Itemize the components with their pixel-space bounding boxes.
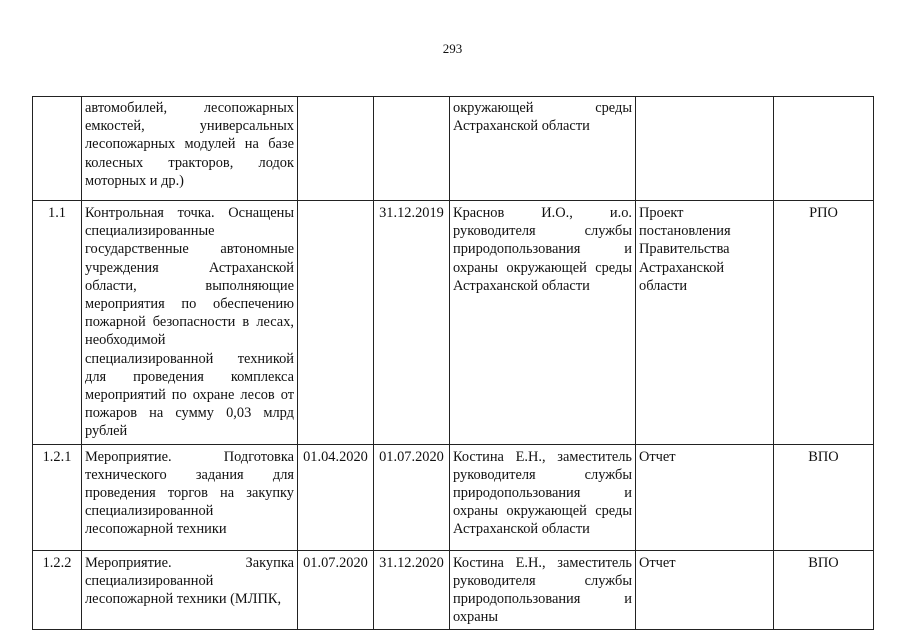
row-description: Мероприятие. Подготовка технического задания для проведения торгов на закупку специализированной лесопожарной техники: [82, 444, 298, 550]
row-end-date: 31.12.2019: [374, 201, 450, 445]
table-row: [33, 444, 874, 550]
row-number: 1.1: [33, 201, 82, 445]
row-start-date: [298, 201, 374, 445]
row-type: РПО: [774, 201, 874, 445]
row-description: автомобилей, лесопожарных емкостей, универсальных лесопожарных модулей на базе колесных тракторов, лодок моторных и др.): [82, 97, 298, 201]
row-document: Отчет: [636, 444, 774, 550]
table-row: [33, 550, 874, 630]
row-responsible: Краснов И.О., и.о. руководителя службы природопользования и охраны окружающей среды Астраханской области: [450, 201, 636, 445]
row-end-date: 01.07.2020: [374, 444, 450, 550]
row-document: Отчет: [636, 550, 774, 630]
table-row: [33, 97, 874, 201]
row-number: 1.2.1: [33, 444, 82, 550]
table-row: [33, 201, 874, 445]
row-responsible: Костина Е.Н., заместитель руководителя службы природопользования и охраны окружающей среды Астраханской области: [450, 444, 636, 550]
plan-table: [32, 96, 874, 630]
row-description: Контрольная точка. Оснащены специализированные государственные автономные учреждения Астраханской области, выполняющие мероприятия по обеспечению пожарной безопасности в лесах, необходимой специализированной техникой для проведения комплекса мероприятий по охране лесов от пожаров на сумму 0,03 млрд рублей: [82, 201, 298, 445]
row-end-date: [374, 97, 450, 201]
row-document: [636, 97, 774, 201]
row-start-date: [298, 97, 374, 201]
row-type: ВПО: [774, 444, 874, 550]
row-document: Проект постановления Правительства Астраханской области: [636, 201, 774, 445]
row-start-date: 01.04.2020: [298, 444, 374, 550]
row-number: [33, 97, 82, 201]
row-type: ВПО: [774, 550, 874, 630]
row-responsible: окружающей среды Астраханской области: [450, 97, 636, 201]
page-number: 293: [442, 41, 463, 56]
row-end-date: 31.12.2020: [374, 550, 450, 630]
row-responsible: Костина Е.Н., заместитель руководителя службы природопользования и охраны: [450, 550, 636, 630]
row-number: 1.2.2: [33, 550, 82, 630]
row-description: Мероприятие. Закупка специализированной лесопожарной техники (МЛПК,: [82, 550, 298, 630]
row-type: [774, 97, 874, 201]
row-start-date: 01.07.2020: [298, 550, 374, 630]
